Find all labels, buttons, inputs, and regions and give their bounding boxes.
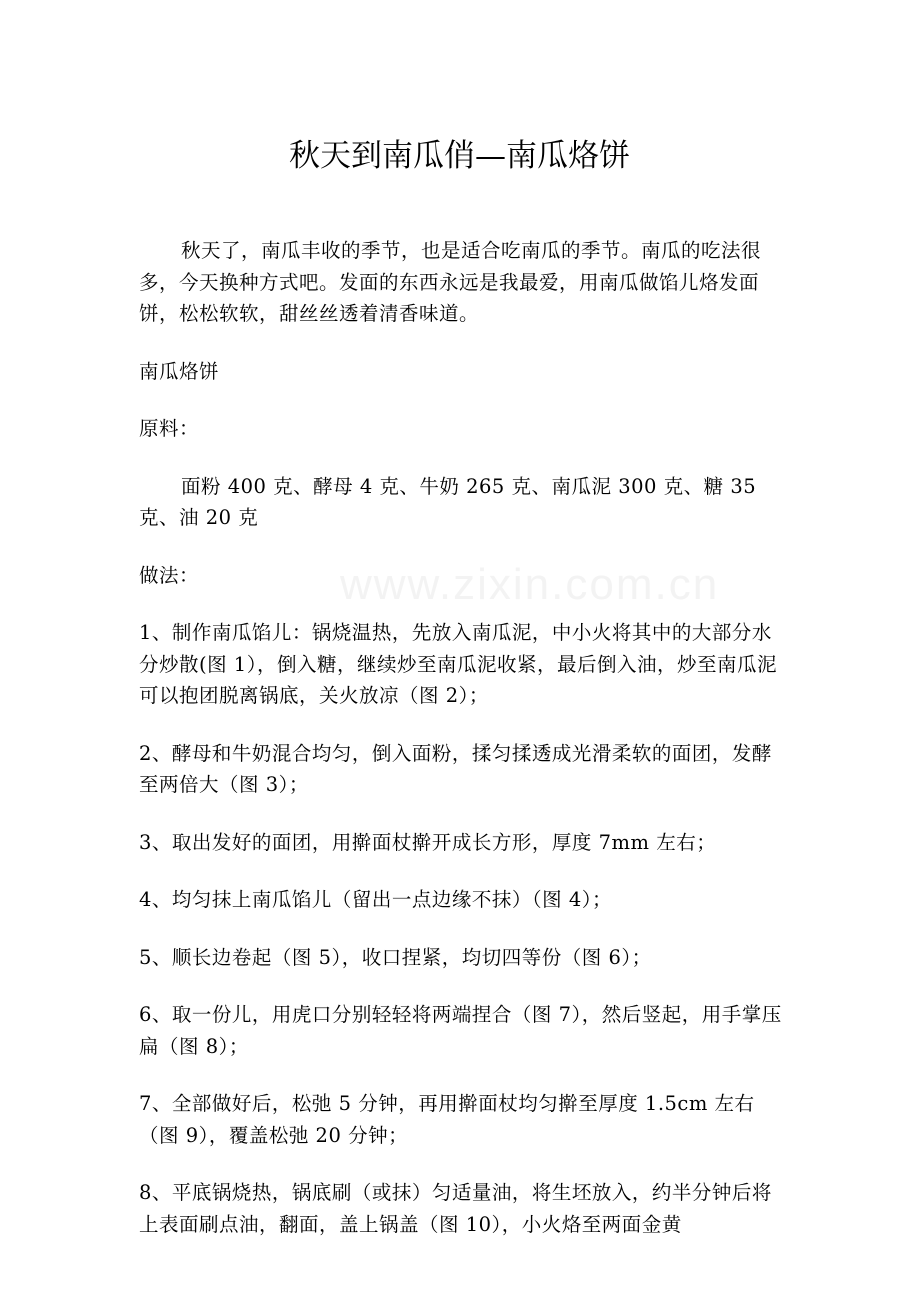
document-title: 秋天到南瓜俏—南瓜烙饼 [289,138,630,174]
step-2: 2、酵母和牛奶混合均匀，倒入面粉，揉匀揉透成光滑柔软的面团，发酵至两倍大（图 3）； [139,741,772,796]
step-7: 7、全部做好后，松弛 5 分钟，再用擀面杖均匀擀至厚度 1.5cm 左右（图 9），覆盖松弛 20 分钟； [139,1092,755,1147]
method-heading: 做法： [139,563,200,587]
step-3: 3、取出发好的面团，用擀面杖擀开成长方形，厚度 7mm 左右； [139,830,717,854]
recipe-name: 南瓜烙饼 [139,359,220,383]
intro-paragraph: 秋天了，南瓜丰收的季节，也是适合吃南瓜的季节。南瓜的吃法很多，今天换种方式吧。发面的东西永远是我最爱，用南瓜做馅儿烙发面饼，松松软软，甜丝丝透着清香味道。 [139,239,762,325]
step-4: 4、均匀抹上南瓜馅儿（留出一点边缘不抹）（图 4）； [139,888,613,911]
watermark: www.zixin.com.cn [340,560,720,609]
step-8: 8、平底锅烧热，锅底刷（或抹）匀适量油，将生坯放入，约半分钟后将上表面刷点油，翻面，盖上锅盖（图 10），小火烙至两面金黄 [139,1181,772,1236]
step-1: 1、制作南瓜馅儿：锅烧温热，先放入南瓜泥，中小火将其中的大部分水分炒散(图 1），倒入糖，继续炒至南瓜泥收紧，最后倒入油，炒至南瓜泥可以抱团脱离锅底，关火放凉（图 2）； [139,621,777,707]
step-5: 5、顺长边卷起（图 5），收口捏紧，均切四等份（图 6）； [139,945,652,969]
ingredients-list: 面粉 400 克、酵母 4 克、牛奶 265 克、南瓜泥 300 克、糖 35 克、油 20 克 [139,474,757,529]
ingredients-heading: 原料： [139,417,200,440]
step-6: 6、取一份儿，用虎口分别轻轻将两端捏合（图 7），然后竖起，用手掌压扁（图 8）； [139,1003,782,1058]
